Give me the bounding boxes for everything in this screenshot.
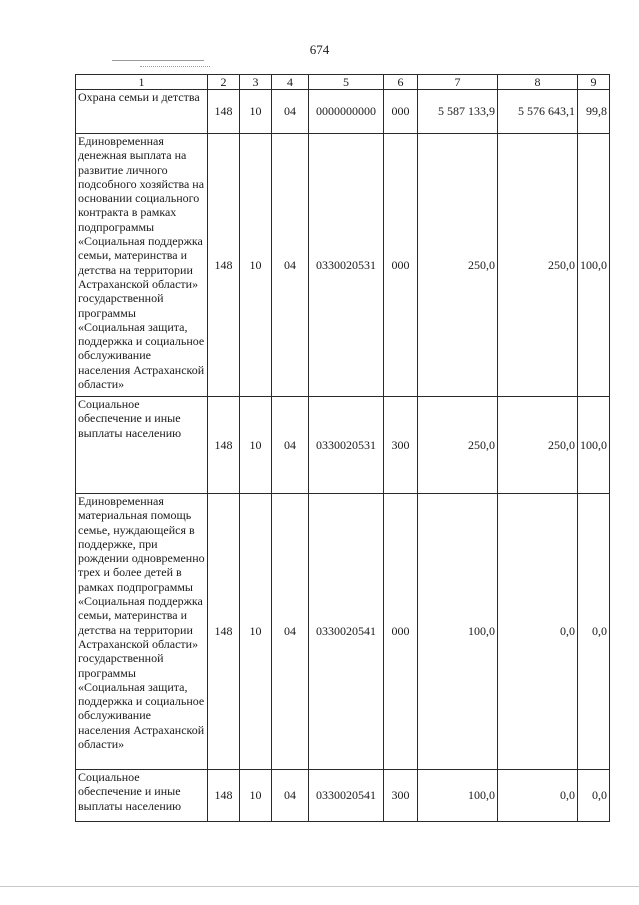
cell-executed: 250,0 xyxy=(498,134,578,397)
table-row xyxy=(76,770,610,822)
cell-expense-type: 000 xyxy=(384,134,418,397)
row-name: Единовременная материальная помощь семье, нуждающейся в поддержке, при рождении одновременно трех и более детей в рамках подпрограммы «Социальная поддержка семьи, материнства и детства на территории Астраханской области» государственной программы «Социальная защита, поддержка и социальное обслуживание населения Астраханской области» xyxy=(76,494,208,770)
cell-executed: 0,0 xyxy=(498,494,578,770)
cell-planned: 100,0 xyxy=(418,494,498,770)
cell-percent: 0,0 xyxy=(578,770,610,822)
cell-expense-type: 000 xyxy=(384,494,418,770)
scan-mark xyxy=(140,66,210,67)
table-row xyxy=(76,397,610,494)
row-name: Социальное обеспечение и иные выплаты населению xyxy=(76,770,208,822)
cell-executed: 0,0 xyxy=(498,770,578,822)
cell-section: 10 xyxy=(240,770,272,822)
column-header: 5 xyxy=(309,75,384,90)
column-header: 6 xyxy=(384,75,418,90)
column-header: 2 xyxy=(208,75,240,90)
row-name: Охрана семьи и детства xyxy=(76,90,208,134)
table-row xyxy=(76,90,610,134)
cell-subsection: 04 xyxy=(272,494,309,770)
header-row xyxy=(76,75,610,90)
cell-percent: 99,8 xyxy=(578,90,610,134)
cell-admin-code: 148 xyxy=(208,90,240,134)
scan-mark xyxy=(112,60,204,61)
cell-admin-code: 148 xyxy=(208,134,240,397)
cell-subsection: 04 xyxy=(272,770,309,822)
cell-percent: 100,0 xyxy=(578,134,610,397)
cell-admin-code: 148 xyxy=(208,494,240,770)
cell-subsection: 04 xyxy=(272,90,309,134)
cell-planned: 100,0 xyxy=(418,770,498,822)
table-row xyxy=(76,134,610,397)
cell-target-article: 0330020541 xyxy=(309,494,384,770)
cell-expense-type: 300 xyxy=(384,770,418,822)
cell-executed: 5 576 643,1 xyxy=(498,90,578,134)
row-name: Социальное обеспечение и иные выплаты населению xyxy=(76,397,208,494)
column-header: 4 xyxy=(272,75,309,90)
cell-section: 10 xyxy=(240,397,272,494)
cell-target-article: 0330020531 xyxy=(309,134,384,397)
page-number: 674 xyxy=(309,42,330,57)
row-name: Единовременная денежная выплата на развитие личного подсобного хозяйства на основании социального контракта в рамках подпрограммы «Социальная поддержка семьи, материнства и детства на территории Астраханской области» государственной программы «Социальная защита, поддержка и социальное обслуживание населения Астраханской области» xyxy=(76,134,208,397)
cell-subsection: 04 xyxy=(272,397,309,494)
cell-percent: 0,0 xyxy=(578,494,610,770)
cell-section: 10 xyxy=(240,90,272,134)
cell-planned: 250,0 xyxy=(418,134,498,397)
column-header: 1 xyxy=(76,75,208,90)
column-header: 9 xyxy=(578,75,610,90)
cell-subsection: 04 xyxy=(272,134,309,397)
cell-target-article: 0330020541 xyxy=(309,770,384,822)
cell-executed: 250,0 xyxy=(498,397,578,494)
cell-section: 10 xyxy=(240,494,272,770)
cell-expense-type: 300 xyxy=(384,397,418,494)
cell-admin-code: 148 xyxy=(208,770,240,822)
cell-planned: 250,0 xyxy=(418,397,498,494)
table-row xyxy=(76,494,610,770)
budget-table xyxy=(75,74,610,822)
cell-percent: 100,0 xyxy=(578,397,610,494)
cell-expense-type: 000 xyxy=(384,90,418,134)
cell-section: 10 xyxy=(240,134,272,397)
cell-admin-code: 148 xyxy=(208,397,240,494)
column-header: 3 xyxy=(240,75,272,90)
cell-planned: 5 587 133,9 xyxy=(418,90,498,134)
column-header: 8 xyxy=(498,75,578,90)
column-header: 7 xyxy=(418,75,498,90)
page-bottom-edge xyxy=(0,886,639,887)
cell-target-article: 0000000000 xyxy=(309,90,384,134)
cell-target-article: 0330020531 xyxy=(309,397,384,494)
